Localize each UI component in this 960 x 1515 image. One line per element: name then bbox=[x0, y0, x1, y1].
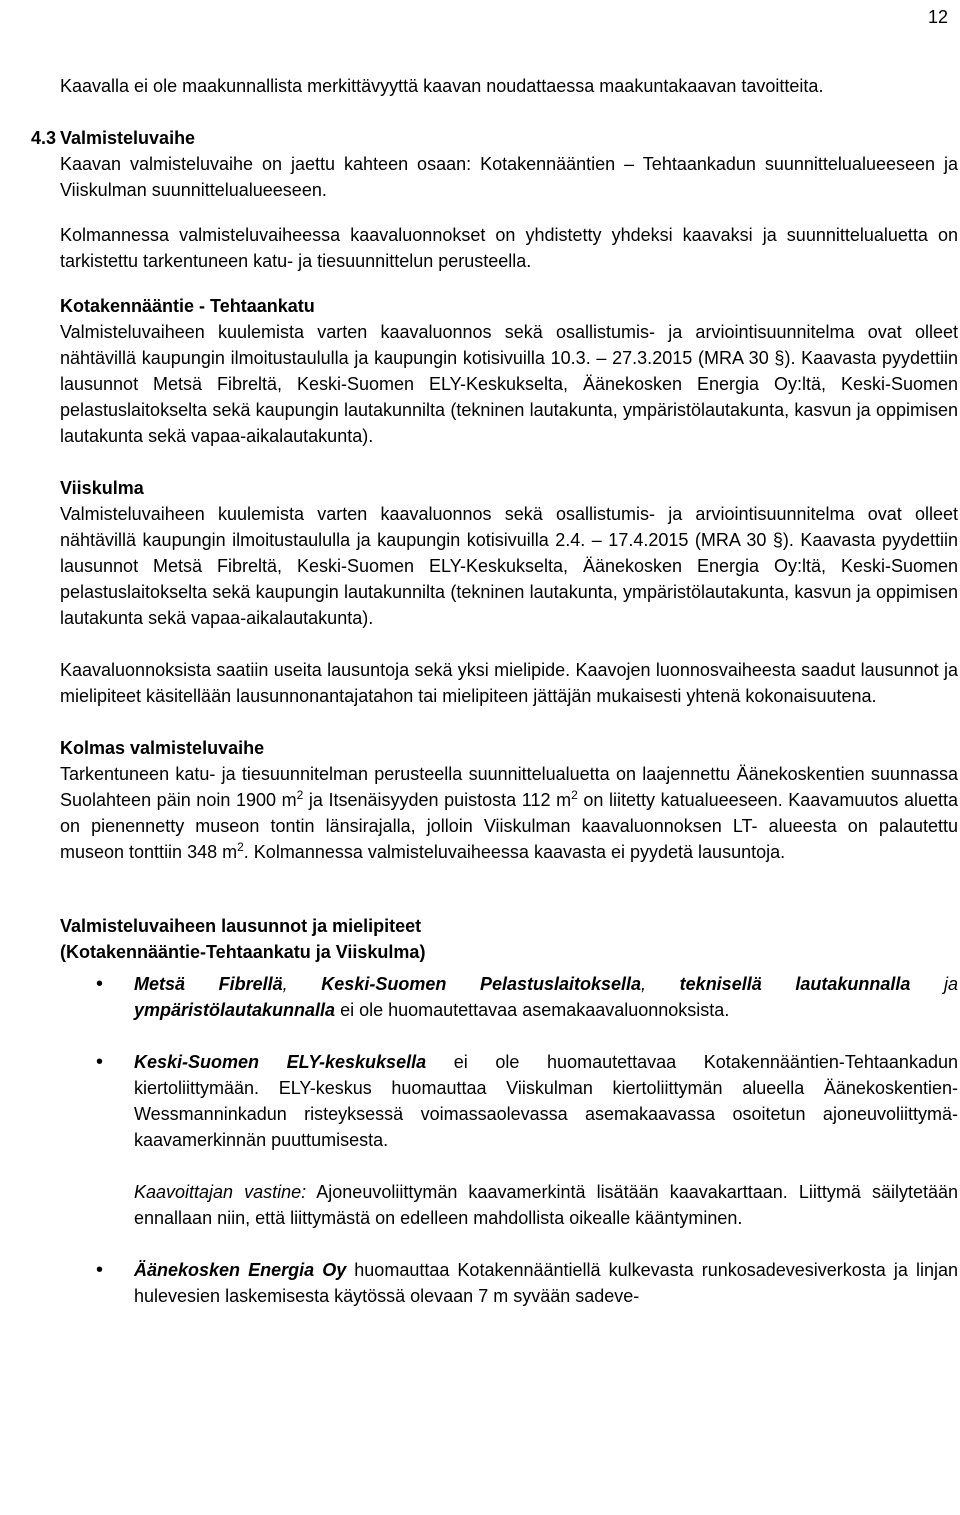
kotakennaantie-paragraph: Valmisteluvaiheen kuulemista varten kaavaluonnos sekä osallistumis- ja arviointisuunnitelma ovat olleet nähtävillä kaupungin ilmoitustaululla ja kaupungin kotisivuilla 10.3. – 27.3.2015 (MRA 30 §). Kaavasta pyydettiin lausunnot Metsä Fibreltä, Keski-Suomen ELY-Keskukselta, Äänekosken Energia Oy:ltä, Keski-Suomen pelastuslaitokselta sekä kaupungin lautakunnilta (tekninen lautakunta, ympäristölautakunta, kasvun ja oppimisen lautakunta sekä vapaa-aikalautakunta). bbox=[60, 322, 958, 446]
kolmas-paragraph: Tarkentuneen katu- ja tiesuunnitelman perusteella suunnittelualuetta on laajennettu Äänekoskentien suunnassa Suolahteen päin noin 1900 $m^2$ ja Itsenäisyyden puistosta 112 $m^2$ on liitetty katualueeseen. Kaavamuutos aluetta on pienennetty museon tontin länsirajalla, jolloin Viiskulman kaavaluonnoksen LT- alueesta on palautettu museon tonttiin 348 $m^2$. Kolmannessa valmisteluvaiheessa kaavasta ei pyydetä lausuntoja. bbox=[60, 764, 958, 862]
section-heading bbox=[30, 125, 958, 151]
intro-paragraph: Kaavalla ei ole maakunnallista merkittävyyttä kaavan noudattaessa maakuntakaavan tavoitteita. bbox=[60, 76, 824, 96]
viiskulma-heading: Viiskulma bbox=[60, 478, 144, 498]
section-title: Valmisteluvaihe bbox=[60, 128, 196, 148]
page-number: 12 bbox=[927, 7, 948, 27]
list-item: • Metsä Fibrellä, Keski-Suomen Pelastuslaitoksella, teknisellä lautakunnalla ja ympäristölautakunnalla ei ole huomautettavaa asemakaavaluonnoksista. bbox=[60, 971, 958, 1023]
list-item: • Äänekosken Energia Oy huomauttaa Kotakennääntiellä kulkevasta runkosadevesiverkosta ja linjan hulevesien laskemisesta käytössä olevaan 7 m syvään sadeve- bbox=[60, 1257, 958, 1309]
planner-response: Kaavoittajan vastine: Ajoneuvoliittymän kaavamerkintä lisätään kaavakarttaan. Liittymä säilytetään ennallaan niin, että liittymästä on edelleen mahdollista oikealle kääntyminen. bbox=[134, 1182, 958, 1228]
feedback-list-continued bbox=[60, 1257, 958, 1309]
feedback-subheading: (Kotakennääntie-Tehtaankatu ja Viiskulma) bbox=[60, 942, 426, 962]
section-paragraph-2: Kolmannessa valmisteluvaiheessa kaavaluonnokset on yhdistetty yhdeksi kaavaksi ja suunnittelualuetta on tarkistettu tarkentuneen katu- ja tiesuunnittelun perusteella. bbox=[60, 225, 958, 271]
kotakennaantie-heading: Kotakennääntie - Tehtaankatu bbox=[60, 296, 315, 316]
section-number: 4.3 bbox=[30, 128, 56, 148]
kolmas-heading: Kolmas valmisteluvaihe bbox=[60, 738, 265, 758]
summary-paragraph: Kaavaluonnoksista saatiin useita lausuntoja sekä yksi mielipide. Kaavojen luonnosvaiheesta saadut lausunnot ja mielipiteet käsitellään lausunnonantajatahon tai mielipiteen jättäjän mukaisesti yhtenä kokonaisuutena. bbox=[60, 660, 958, 706]
feedback-heading: Valmisteluvaiheen lausunnot ja mielipiteet bbox=[60, 916, 422, 936]
viiskulma-paragraph: Valmisteluvaiheen kuulemista varten kaavaluonnos sekä osallistumis- ja arviointisuunnitelma ovat olleet nähtävillä kaupungin ilmoitustaululla ja kaupungin kotisivuilla 2.4. – 17.4.2015 (MRA 30 §). Kaavasta pyydettiin lausunnot Metsä Fibreltä, Keski-Suomen ELY-Keskukselta, Äänekosken Energia Oy:ltä, Keski-Suomen pelastuslaitokselta sekä kaupungin lautakunnilta (tekninen lautakunta, ympäristölautakunta, kasvun ja oppimisen lautakunta sekä vapaa-aikalautakunta). bbox=[60, 504, 958, 628]
section-paragraph-1: Kaavan valmisteluvaihe on jaettu kahteen osaan: Kotakennääntien – Tehtaankadun suunnittelualueeseen ja Viiskulman suunnittelualueeseen. bbox=[60, 154, 958, 200]
document-body bbox=[30, 73, 959, 1335]
list-item: • Keski-Suomen ELY-keskuksella ei ole huomautettavaa Kotakennääntien-Tehtaankadun kiertoliittymään. ELY-keskus huomauttaa Viiskulman kiertoliittymän alueella Äänekoskentien-Wessmanninkadun risteyksessä voimassaolevassa asemakaavassa osoitetun ajoneuvoliittymä-kaavamerkinnän puuttumisesta. bbox=[60, 1049, 958, 1153]
feedback-list bbox=[60, 971, 958, 1153]
